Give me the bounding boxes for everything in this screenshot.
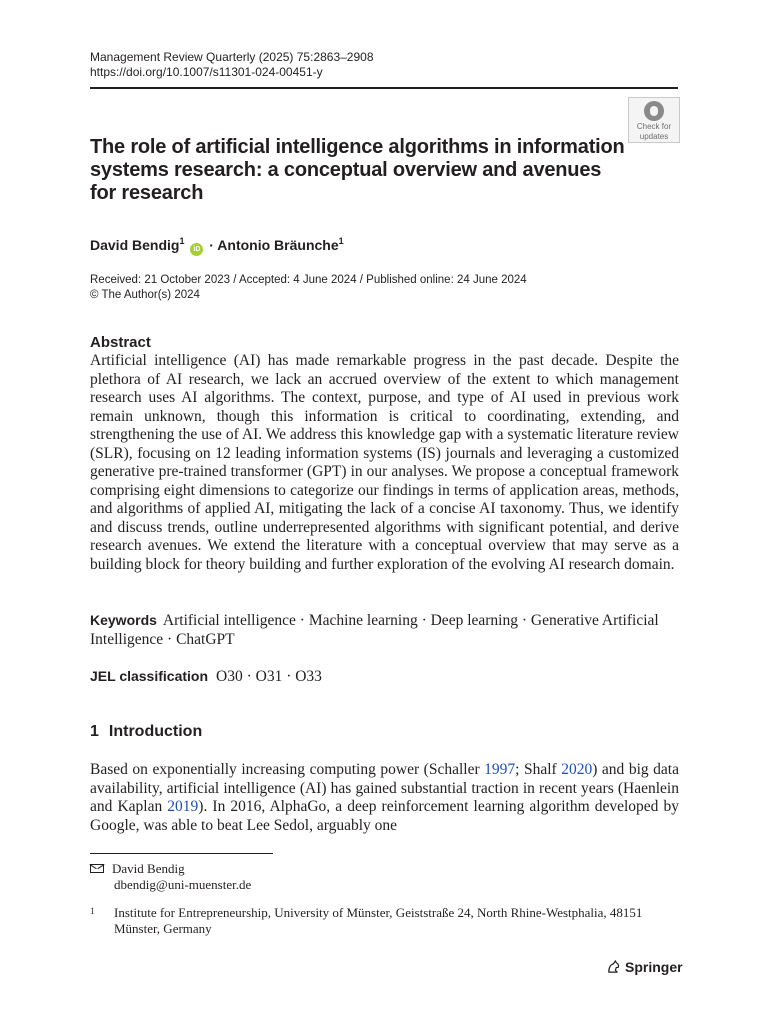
doi-link[interactable]: https://doi.org/10.1007/s11301-024-00451-y — [90, 65, 323, 79]
affiliation-mark: 1 — [90, 906, 95, 916]
citation-link-shalf[interactable]: 2020 — [561, 761, 593, 778]
keywords-label: Keywords — [90, 612, 157, 628]
author-affil-mark-1: 1 — [179, 236, 185, 246]
affiliation-text: Institute for Entrepreneurship, University of Münster, Geiststraße 24, North Rhine-Westphalia, 48151 Münster, Germany — [114, 905, 643, 936]
keywords-text: Artificial intelligence · Machine learning · Deep learning · Generative Artificial Intelligence · ChatGPT — [90, 612, 659, 648]
author-affil-mark-2: 1 — [338, 236, 344, 246]
author-separator: · — [205, 237, 218, 253]
footnote-rule — [90, 853, 273, 854]
publication-dates — [90, 273, 527, 303]
jel-codes: O30 · O31 · O33 — [216, 668, 322, 685]
springer-horse-icon — [606, 959, 621, 974]
check-for-updates-label-2: updates — [639, 132, 669, 141]
section-number: 1 — [90, 723, 99, 740]
journal-citation: Management Review Quarterly (2025) 75:2863–2908 — [90, 50, 374, 64]
check-for-updates-label-1: Check for — [636, 122, 672, 131]
introduction-paragraph — [90, 761, 679, 835]
keywords-block — [90, 611, 679, 649]
contact-name: David Bendig — [112, 861, 185, 876]
intro-text-4: ). In 2016, AlphaGo, a deep reinforcement learning algorithm developed by Google, was able to beat Lee Sedol, arguably one — [90, 798, 679, 834]
orcid-icon[interactable]: iD — [190, 243, 203, 256]
copyright-line: © The Author(s) 2024 — [90, 289, 200, 301]
section-heading-introduction — [90, 722, 202, 742]
abstract-text: Artificial intelligence (AI) has made remarkable progress in the past decade. Despite the plethora of AI research, we lack an accrued overview of the extent to which management research uses AI algorithms. The context, purpose, and type of AI used in previous work remain unknown, though this information is critical to coordinating, extending, and strengthening the use of AI. We address this knowledge gap with a systematic literature review (SLR), focusing on 12 leading information systems (IS) journals and leveraging a customized generative pre-trained transformer (GPT) in our analyses. We propose a conceptual framework comprising eight dimensions to categorize our findings in terms of application areas, methods, and algorithms of applied AI, mitigating the lack of a concise AI taxonomy. Thus, we identify and discuss trends, outline underrepresented algorithms with significant potential, and derive research avenues. We extend the literature with a conceptual overview that may serve as a building block for theory building and further exploration of the evolving AI research domain. — [90, 352, 679, 573]
header-rule — [90, 87, 678, 89]
envelope-icon — [90, 864, 104, 873]
check-for-updates-icon — [644, 101, 664, 121]
publisher-name: Springer — [625, 959, 683, 975]
intro-text-2: ; Shalf — [515, 761, 562, 778]
journal-header — [90, 50, 374, 80]
author-name-2: Antonio Bräunche — [217, 237, 339, 253]
paper-title: The role of artificial intelligence algorithms in information systems research: a conceptual overview and avenues for research — [90, 136, 625, 204]
citation-link-schaller[interactable]: 1997 — [484, 761, 516, 778]
contact-email[interactable]: dbendig@uni-muenster.de — [114, 877, 252, 892]
section-title: Introduction — [108, 723, 203, 740]
intro-text-1: Based on exponentially increasing computing power (Schaller — [90, 761, 485, 778]
author-list — [90, 231, 344, 256]
abstract-heading: Abstract — [90, 334, 151, 351]
check-for-updates-badge[interactable] — [628, 97, 680, 143]
publisher-logo — [606, 958, 683, 976]
affiliation-footnote — [90, 905, 670, 937]
jel-label: JEL classification — [90, 668, 209, 684]
jel-classification — [90, 667, 322, 686]
received-accepted-published: Received: 21 October 2023 / Accepted: 4 June 2024 / Published online: 24 June 2024 — [90, 274, 527, 286]
author-name-1: David Bendig — [90, 237, 180, 253]
corresponding-author-footnote — [90, 861, 251, 893]
citation-link-haenlein[interactable]: 2019 — [167, 798, 199, 815]
intro-text-3: ) and big data availability, artificial intelligence (AI) has gained substantial traction in recent years (Haenlein and Kaplan — [90, 761, 679, 815]
